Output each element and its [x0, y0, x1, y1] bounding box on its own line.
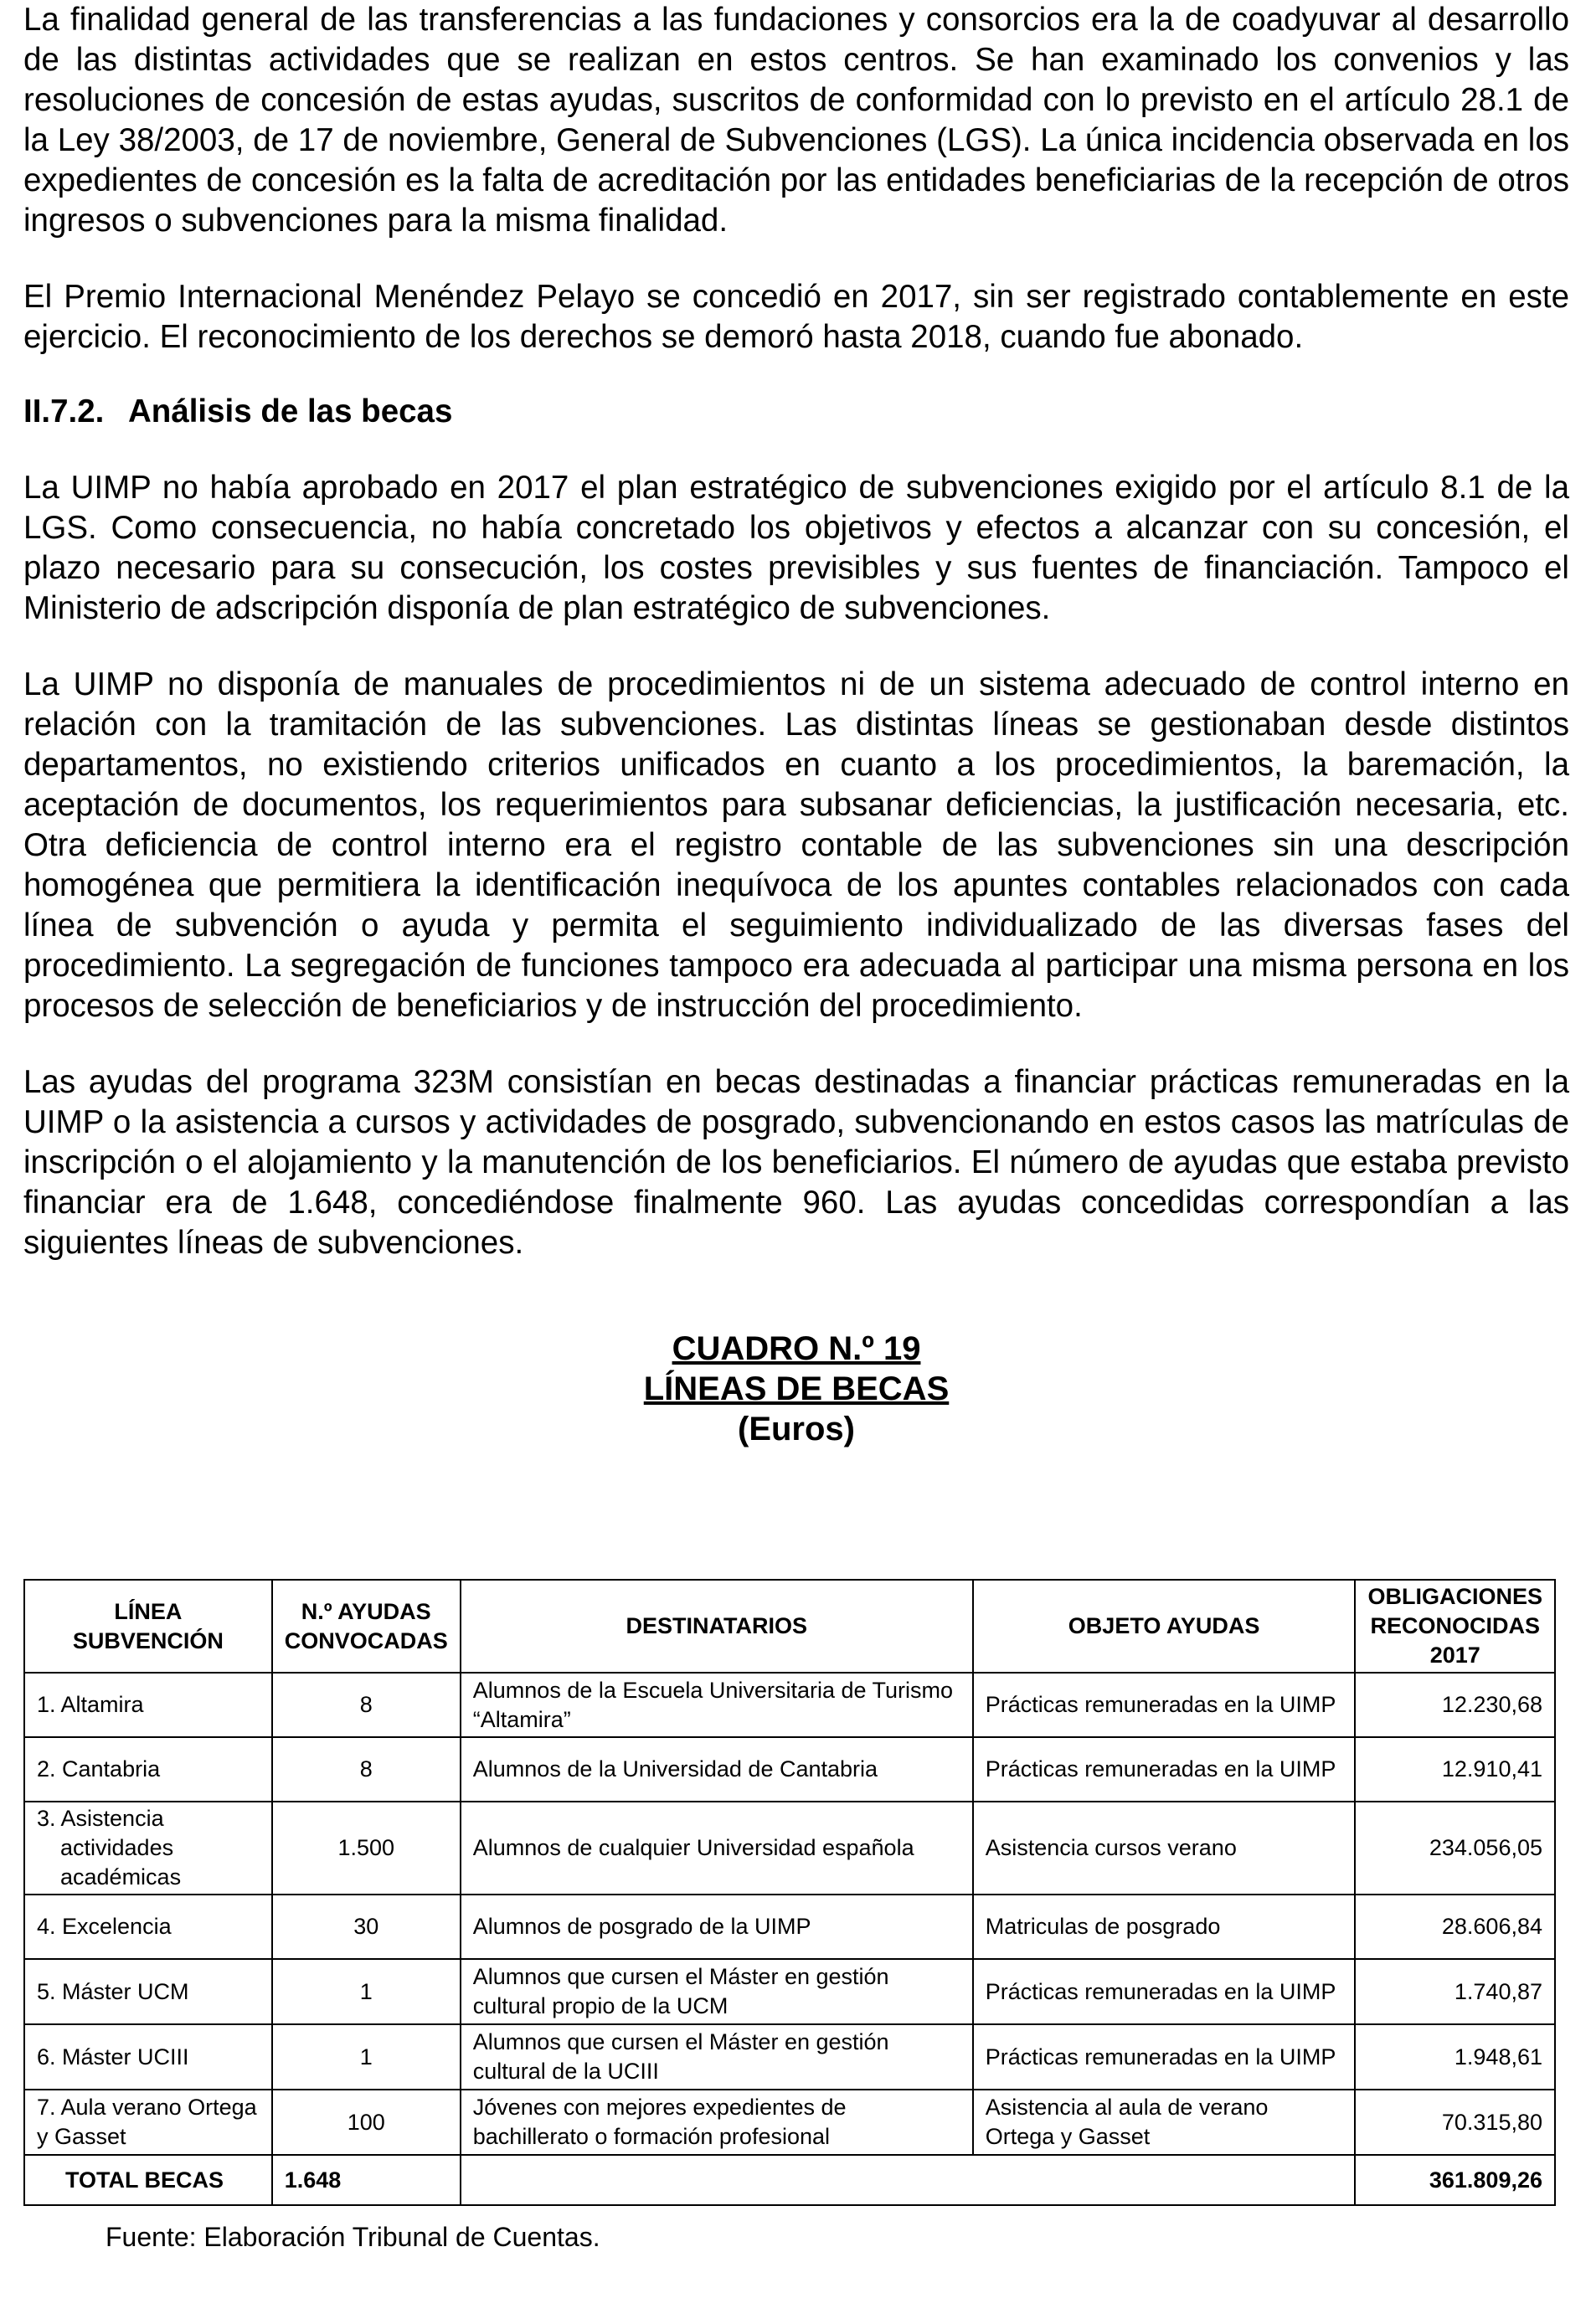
cell-linea: 5. Máster UCM [24, 1959, 272, 2024]
cell-dest: Alumnos de posgrado de la UIMP [461, 1895, 973, 1959]
cell-dest: Alumnos de la Universidad de Cantabria [461, 1737, 973, 1802]
cell-oblig: 12.230,68 [1355, 1673, 1555, 1737]
cell-oblig: 28.606,84 [1355, 1895, 1555, 1959]
cell-num: 8 [272, 1673, 461, 1737]
table-row [24, 1895, 1555, 1959]
cell-num: 30 [272, 1895, 461, 1959]
table-header-row [24, 1580, 1555, 1673]
cuadro-title: LÍNEAS DE BECAS [643, 1370, 950, 1407]
header-objeto: OBJETO AYUDAS [973, 1580, 1356, 1673]
header-num-ayudas [272, 1580, 461, 1673]
cell-num: 100 [272, 2090, 461, 2155]
cell-num: 1 [272, 2024, 461, 2090]
cell-oblig: 234.056,05 [1355, 1802, 1555, 1895]
header-obligaciones [1355, 1580, 1555, 1673]
table-total-row [24, 2155, 1555, 2205]
total-empty-cell [461, 2155, 1356, 2205]
paragraph-programa-323m: Las ayudas del programa 323M consistían en becas destinadas a financiar prácticas remuneradas en la UIMP o la asistencia a cursos y actividades de posgrado, subvencionando en estos casos las matrículas de inscripción o el alojamiento y la manutención de los beneficiarios. El número de ayudas que estaba previsto financiar era de 1.648, concediéndose finalmente 960. Las ayudas concedidas correspondían a las siguientes líneas de subvenciones. [23, 1064, 1569, 1261]
paragraph-plan-estrategico: La UIMP no había aprobado en 2017 el plan estratégico de subvenciones exigido por el artículo 8.1 de la LGS. Como consecuencia, no había concretado los objetivos y efectos a alcanzar con su concesión, el plazo necesario para su consecución, los costes previsibles y sus fuentes de financiación. Tampoco el Ministerio de adscripción disponía de plan estratégico de subvenciones. [23, 470, 1569, 626]
cell-linea: 7. Aula verano Ortega y Gasset [24, 2090, 272, 2155]
table-row [24, 1802, 1555, 1895]
section-number: II.7.2. [23, 393, 105, 429]
cell-oblig: 1.740,87 [1355, 1959, 1555, 2024]
cell-obj: Prácticas remuneradas en la UIMP [973, 2024, 1356, 2090]
cell-dest: Alumnos que cursen el Máster en gestión cultural de la UCIII [461, 2024, 973, 2090]
paragraph-premio: El Premio Internacional Menéndez Pelayo se concedió en 2017, sin ser registrado contablemente en este ejercicio. El reconocimiento de los derechos se demoró hasta 2018, cuando fue abonado. [23, 279, 1569, 355]
cell-linea: 1. Altamira [24, 1673, 272, 1737]
cell-obj: Asistencia cursos verano [973, 1802, 1356, 1895]
header-num-line1: N.º AYUDAS [301, 1598, 431, 1624]
cell-dest: Alumnos que cursen el Máster en gestión cultural propio de la UCM [461, 1959, 973, 2024]
cuadro-units: (Euros) [738, 1411, 855, 1447]
header-oblig-line1: OBLIGACIONES [1367, 1584, 1542, 1609]
cell-linea: 2. Cantabria [24, 1737, 272, 1802]
source-note: Fuente: Elaboración Tribunal de Cuentas. [106, 2222, 600, 2252]
header-linea: LÍNEA SUBVENCIÓN [24, 1580, 272, 1673]
cell-linea: 4. Excelencia [24, 1895, 272, 1959]
table-row [24, 1673, 1555, 1737]
cell-linea: 6. Máster UCIII [24, 2024, 272, 2090]
section-heading [23, 392, 1569, 432]
cell-obj: Prácticas remuneradas en la UIMP [973, 1959, 1356, 2024]
cell-num: 8 [272, 1737, 461, 1802]
total-label: TOTAL BECAS [24, 2155, 272, 2205]
cell-obj: Matriculas de posgrado [973, 1895, 1356, 1959]
cuadro-number: CUADRO N.º 19 [672, 1330, 921, 1367]
header-destinatarios: DESTINATARIOS [461, 1580, 973, 1673]
paragraph-transferencias: La finalidad general de las transferencias a las fundaciones y consorcios era la de coadyuvar al desarrollo de las distintas actividades que se realizan en estos centros. Se han examinado los convenios y las resoluciones de concesión de estas ayudas, suscritos de conformidad con lo previsto en el artículo 28.1 de la Ley 38/2003, de 17 de noviembre, General de Subvenciones (LGS). La única incidencia observada en los expedientes de concesión es la falta de acreditación por las entidades beneficiarias de la recepción de otros ingresos o subvenciones para la misma finalidad. [23, 2, 1569, 239]
total-oblig: 361.809,26 [1355, 2155, 1555, 2205]
cell-num: 1.500 [272, 1802, 461, 1895]
table-row [24, 1737, 1555, 1802]
cell-linea [24, 1802, 272, 1895]
cell-oblig: 12.910,41 [1355, 1737, 1555, 1802]
cell-dest: Alumnos de la Escuela Universitaria de Turismo “Altamira” [461, 1673, 973, 1737]
document-page [23, 0, 1569, 2252]
total-num: 1.648 [272, 2155, 461, 2205]
cell-dest: Jóvenes con mejores expedientes de bachillerato o formación profesional [461, 2090, 973, 2155]
section-title: Análisis de las becas [128, 393, 453, 429]
cell-num: 1 [272, 1959, 461, 2024]
cell-linea-line3: académicas [60, 1864, 182, 1890]
becas-table [23, 1579, 1556, 2206]
cell-obj: Prácticas remuneradas en la UIMP [973, 1673, 1356, 1737]
cell-linea-line2: actividades [60, 1835, 174, 1860]
header-oblig-line3: 2017 [1429, 1643, 1480, 1668]
cell-oblig: 70.315,80 [1355, 2090, 1555, 2155]
cell-oblig: 1.948,61 [1355, 2024, 1555, 2090]
table-row [24, 2024, 1555, 2090]
header-oblig-line2: RECONOCIDAS [1370, 1613, 1540, 1638]
cell-obj: Asistencia al aula de verano Ortega y Gasset [973, 2090, 1356, 2155]
cell-dest: Alumnos de cualquier Universidad española [461, 1802, 973, 1895]
table-row [24, 2090, 1555, 2155]
table-row [24, 1959, 1555, 2024]
paragraph-control-interno: La UIMP no disponía de manuales de procedimientos ni de un sistema adecuado de control interno en relación con la tramitación de las subvenciones. Las distintas líneas se gestionaban desde distintos departamentos, no existiendo criterios unificados en cuanto a los procedimientos, la baremación, la aceptación de documentos, los requerimientos para subsanar deficiencias, la justificación necesaria, etc. Otra deficiencia de control interno era el registro contable de las subvenciones sin una descripción homogénea que permitiera la identificación inequívoca de los apuntes contables relacionados con cada línea de subvención o ayuda y permita el seguimiento individualizado de las diversas fases del procedimiento. La segregación de funciones tampoco era adecuada al participar una misma persona en los procesos de selección de beneficiarios y de instrucción del procedimiento. [23, 666, 1569, 1024]
table-caption [23, 1329, 1569, 1449]
header-num-line2: CONVOCADAS [284, 1627, 448, 1653]
cell-obj: Prácticas remuneradas en la UIMP [973, 1737, 1356, 1802]
cell-linea-line1: 3. Asistencia [37, 1806, 164, 1831]
